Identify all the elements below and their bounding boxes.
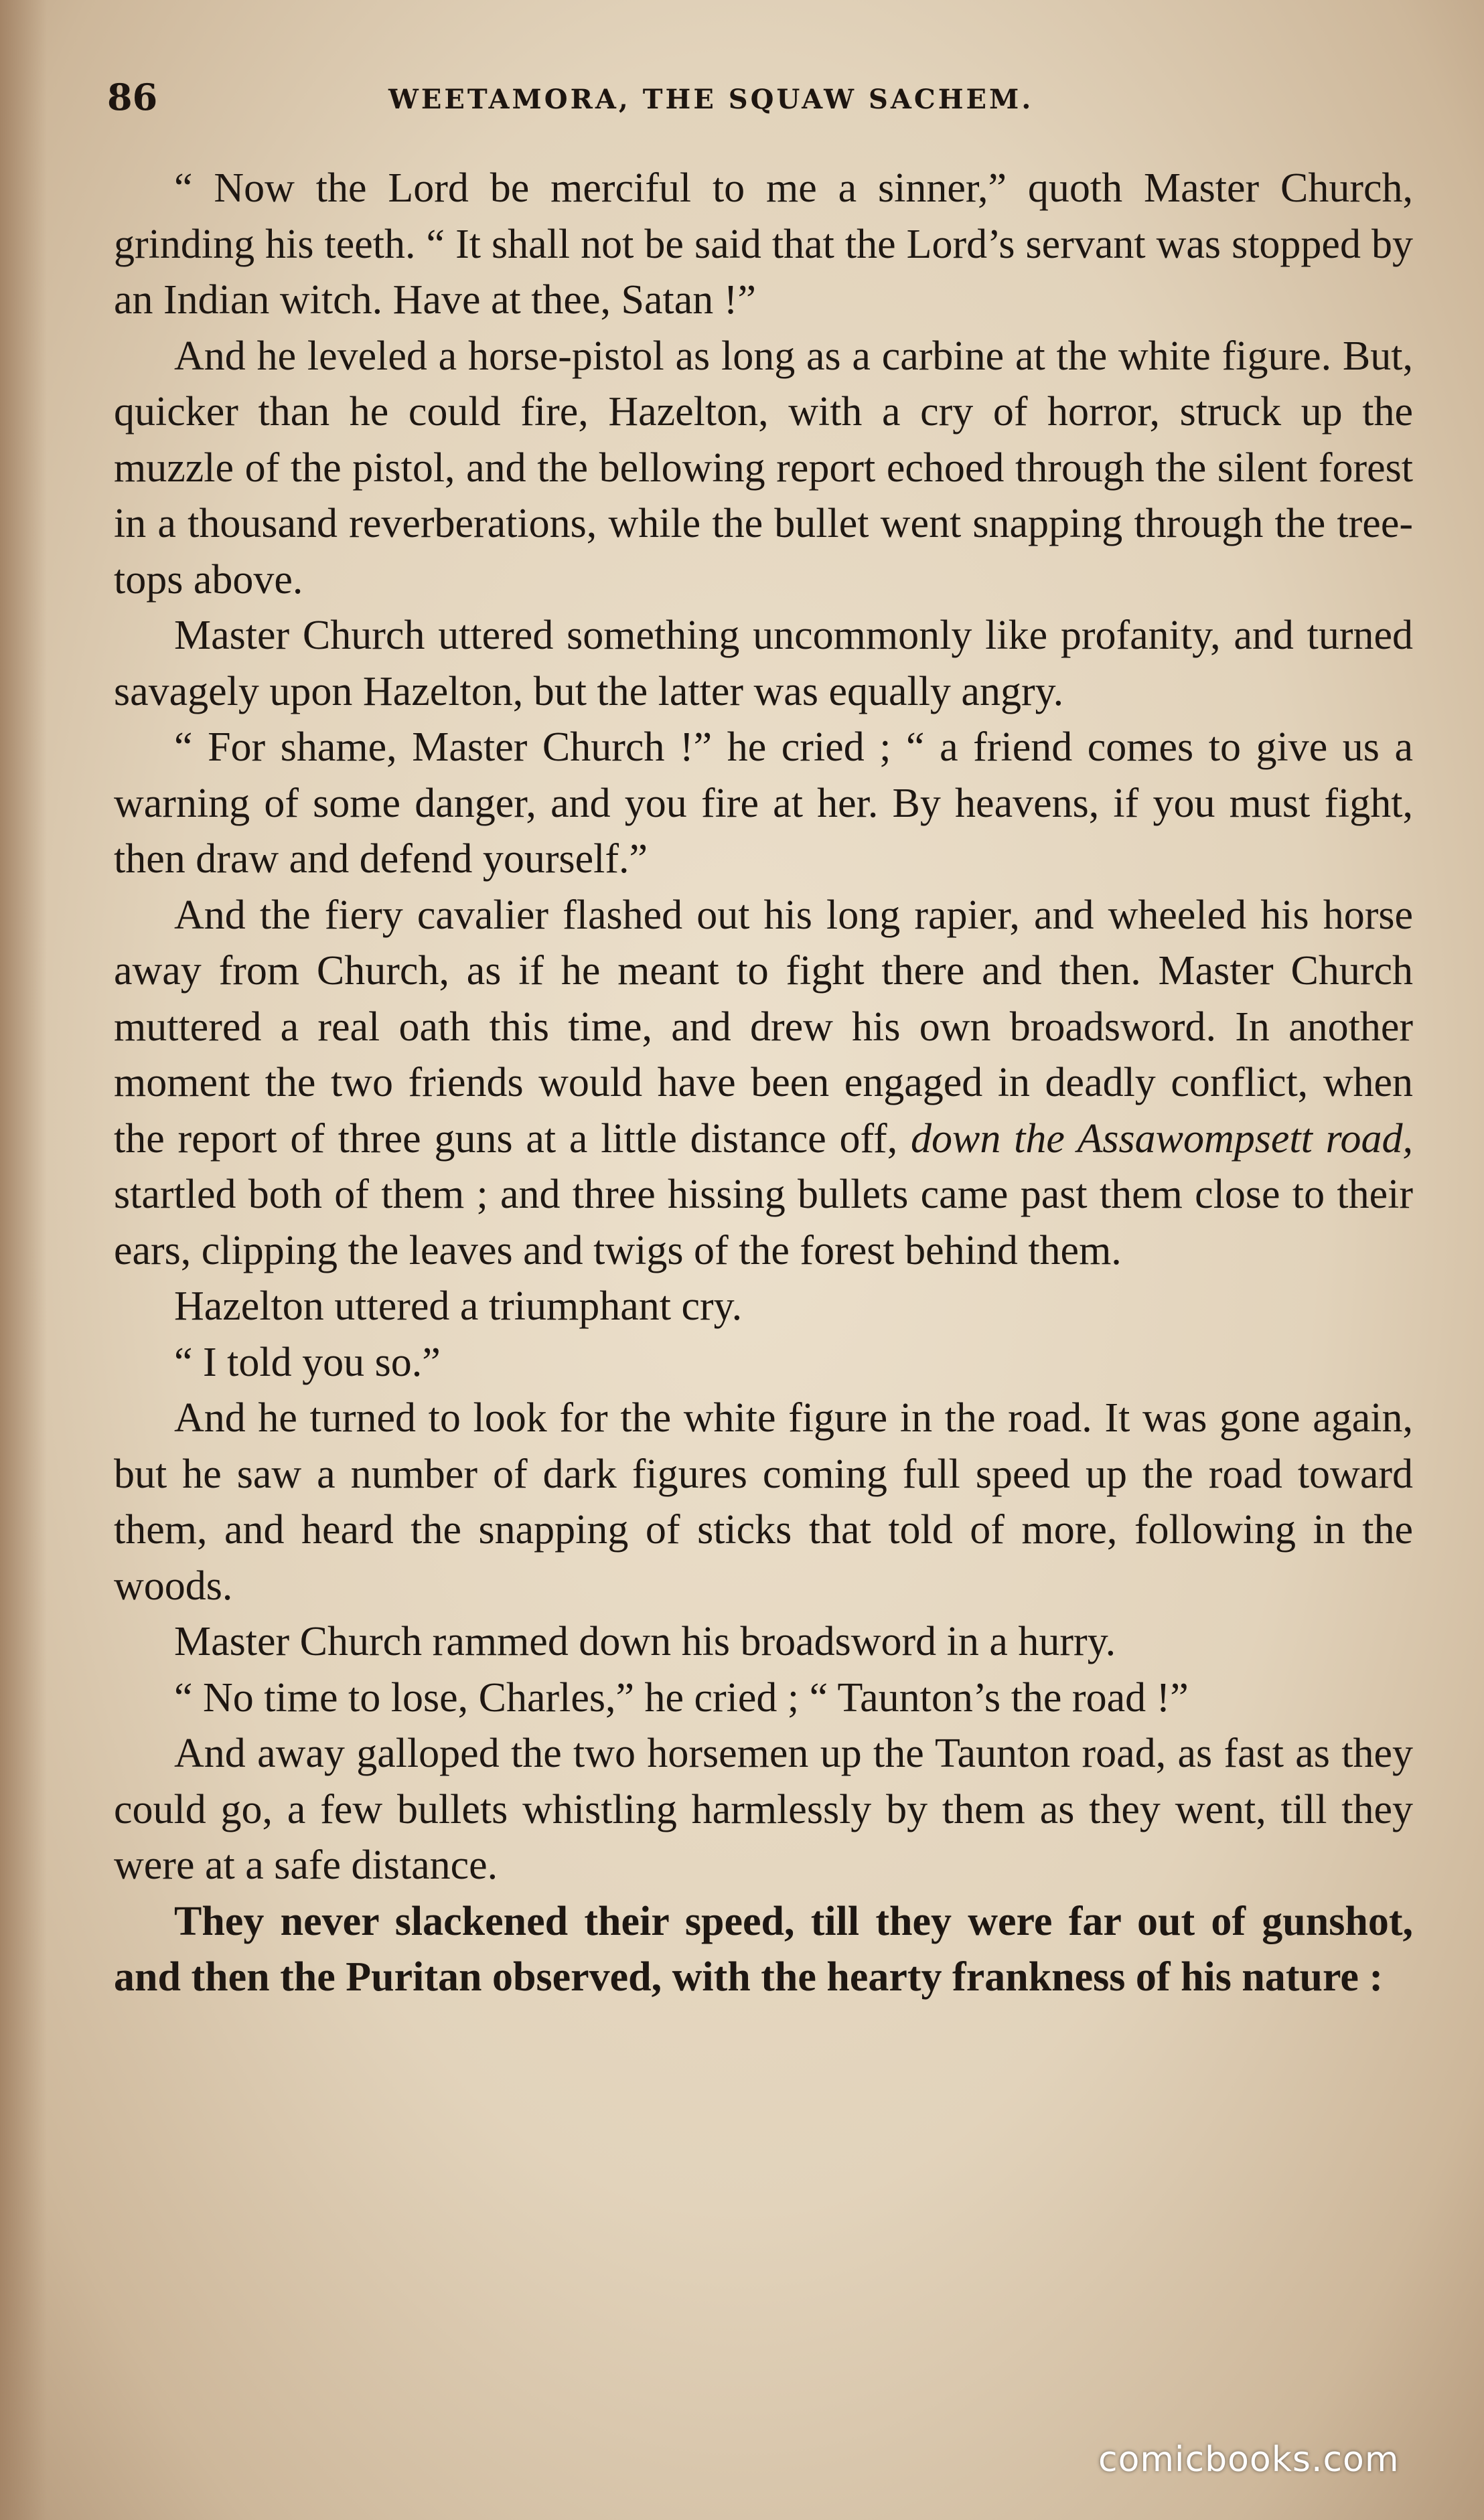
paragraph xyxy=(114,888,1413,1279)
paragraph-text-continued: startled both of them ; and three hissing bullets came past them close to their ears, clipping the leaves and twigs of the forest behind them. xyxy=(114,1172,1413,1273)
paragraph: They never slackened their speed, till they were far out of gunshot, and then the Puritan observed, with the hearty frankness of his nature : xyxy=(114,1898,1413,2000)
paragraph: Master Church uttered something uncommonly like profanity, and turned savagely upon Hazelton, but the latter was equally angry. xyxy=(114,613,1413,714)
paragraph: And he leveled a horse-pistol as long as a carbine at the white figure. But, quicker than he could fire, Hazelton, with a cry of horror, struck up the muzzle of the pistol, and the bellowing report echoed through the silent forest in a thousand reverberations, while the bullet went snapping through the tree-tops above. xyxy=(114,333,1413,603)
running-title: WEETAMORA, THE SQUAW SACHEM. xyxy=(388,84,1034,115)
paragraph: “ No time to lose, Charles,” he cried ; “ Taunton’s the road !” xyxy=(174,1674,1189,1721)
paragraph: “ I told you so.” xyxy=(174,1339,441,1385)
watermark: comicbooks.com xyxy=(1098,2440,1400,2480)
paragraph: Master Church rammed down his broadsword in a hurry. xyxy=(174,1619,1116,1664)
page-header xyxy=(107,64,1413,124)
paragraph: “ For shame, Master Church !” he cried ; “ a friend comes to give us a warning of some danger, and you fire at her. By heavens, if you must fight, then draw and defend yourself.” xyxy=(114,724,1413,882)
paragraph: “ Now the Lord be merciful to me a sinner,” quoth Master Church, grinding his teeth. “ It shall not be said that the Lord’s servant was stopped by an Indian witch. Have at thee, Satan !” xyxy=(114,165,1413,323)
paragraph: And he turned to look for the white figure in the road. It was gone again, but he saw a number of dark figures coming full speed up the road toward them, and heard the snapping of sticks that told of more, following in the woods. xyxy=(114,1395,1413,1609)
paragraph-text: And the fiery cavalier flashed out his long rapier, and wheeled his horse away from Church, as if he meant to fight there and then. Master Church muttered a real oath this time, and drew his own broadsword. In another moment the two friends would have been engaged in deadly conflict, when the report of three guns at a little distance off, xyxy=(114,892,1413,1162)
italic-road-name: down the Assawompsett road, xyxy=(910,1115,1413,1162)
body-text xyxy=(114,161,1413,2006)
page-number: 86 xyxy=(107,76,158,119)
paragraph: And away galloped the two horsemen up the Taunton road, as fast as they could go, a few bullets whistling harmlessly by them as they went, till they were at a safe distance. xyxy=(114,1731,1413,1888)
page-gutter-shadow xyxy=(0,0,47,2520)
paragraph: Hazelton uttered a triumphant cry. xyxy=(174,1283,743,1329)
